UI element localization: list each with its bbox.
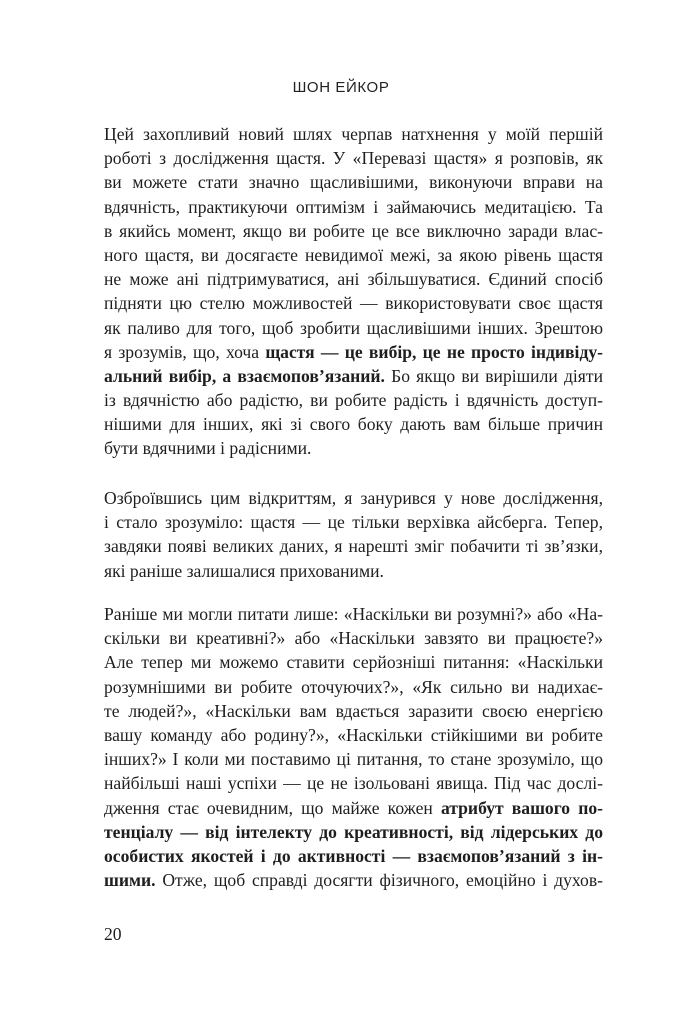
text-run: і стало зрозуміло: щастя — це тільки верхівка айсберга. Тепер, — [104, 512, 603, 533]
text-run: які раніше залишалися прихованими. — [104, 560, 384, 581]
text-run: як паливо для того, щоб зробити щасливішими інших. Зрештою — [104, 317, 603, 338]
text-line — [104, 559, 603, 583]
text-line — [104, 510, 603, 534]
paragraph — [104, 122, 603, 461]
text-line — [104, 771, 603, 795]
text-run: із вдячністю або радістю, ви робите радість і вдячність доступ- — [104, 390, 603, 411]
text-run: ного щастя, ви досягаєте невидимої межі, за якою рівень щастя — [104, 244, 603, 265]
text-line — [104, 412, 603, 436]
text-run: те людей?», «Наскільки вам вдається заразити своєю енергією — [104, 700, 603, 721]
text-run: дження стає очевидним, що майже кожен — [104, 797, 441, 818]
text-line — [104, 602, 603, 626]
text-run: не може ані підтримуватися, ані збільшуватися. Єдиний спосіб — [104, 269, 603, 290]
text-line — [104, 534, 603, 558]
text-line — [104, 170, 603, 194]
text-run: Але тепер ми можемо ставити серйозніші питання: «Наскільки — [104, 652, 603, 673]
text-line — [104, 388, 603, 412]
text-run: ви можете стати значно щасливішими, виконуючи вправи на — [104, 172, 603, 193]
bold-text-run: щастя — це вибір, це не просто індивіду- — [265, 341, 603, 362]
text-run: в якийсь момент, якщо ви робите це все виключно заради влас- — [104, 220, 603, 241]
text-run: бути вдячними і радісними. — [104, 438, 312, 459]
text-line — [104, 122, 603, 146]
running-head: ШОН ЕЙКОР — [292, 79, 390, 96]
text-run: розумнішими ви робите оточуючих?», «Як сильно ви надихає- — [104, 676, 603, 697]
text-line — [104, 486, 603, 510]
text-line — [104, 699, 603, 723]
text-line — [104, 267, 603, 291]
text-line — [104, 820, 603, 844]
text-run: скільки ви креативні?» або «Наскільки завзято ви працюєте?» — [104, 628, 603, 649]
text-run: Отже, щоб справді досягти фізичного, емоційно і духов- — [155, 870, 603, 891]
text-run: Бо якщо ви вирішили діяти — [384, 365, 603, 386]
bold-text-run: особистих якостей і до активності — взаємопов’язаний з ін- — [104, 845, 603, 866]
text-line — [104, 436, 603, 460]
text-line — [104, 796, 603, 820]
text-run: роботі з дослідження щастя. У «Перевазі щастя» я розповів, як — [104, 148, 603, 169]
text-run: Озброївшись цим відкриттям, я занурився у нове дослідження, — [104, 488, 603, 508]
text-run: інших?» І коли ми поставимо ці питання, то стане зрозуміло, що — [104, 749, 603, 770]
text-run: нішими для інших, які зі свого боку дають вам більше причин — [104, 414, 603, 435]
text-line — [104, 723, 603, 747]
text-line — [104, 316, 603, 340]
page-number: 20 — [104, 924, 122, 944]
paragraph — [104, 602, 603, 892]
text-line — [104, 626, 603, 650]
text-line — [104, 747, 603, 771]
text-run: Цей захопливий новий шлях черпав натхнення у моїй першій — [104, 124, 603, 144]
text-line — [104, 146, 603, 170]
text-line — [104, 243, 603, 267]
text-run: Раніше ми могли питати лише: «Наскільки ви розумні?» або «На- — [104, 604, 603, 624]
text-line — [104, 340, 603, 364]
bold-text-run: альний вибір, а взаємопов’язаний. — [104, 365, 385, 386]
text-run: завдяки появі великих даних, я нарешті зміг побачити ті зв’язки, — [104, 536, 603, 557]
bold-text-run: тенціалу — від інтелекту до креативності, від лідерських до — [104, 821, 603, 842]
text-run: вдячність, практикуючи оптимізм і займаючись медитацією. Та — [104, 196, 603, 217]
bold-text-run: атрибут вашого по- — [440, 797, 603, 818]
text-line — [104, 364, 603, 388]
text-run: я зрозумів, що, хоча — [104, 341, 266, 362]
text-line — [104, 219, 603, 243]
text-run: підняти цю стелю можливостей — використовувати своє щастя — [104, 293, 603, 314]
text-line — [104, 195, 603, 219]
text-run: вашу команду або родину?», «Наскільки стійкішими ви робите — [104, 724, 603, 745]
bold-text-run: шими. — [104, 870, 156, 891]
text-run: найбільші наші успіхи — це не ізольовані явища. Під час дослі- — [104, 773, 603, 794]
text-line — [104, 844, 603, 868]
text-line — [104, 868, 603, 892]
paragraph — [104, 486, 603, 583]
text-line — [104, 650, 603, 674]
text-line — [104, 675, 603, 699]
text-line — [104, 291, 603, 315]
